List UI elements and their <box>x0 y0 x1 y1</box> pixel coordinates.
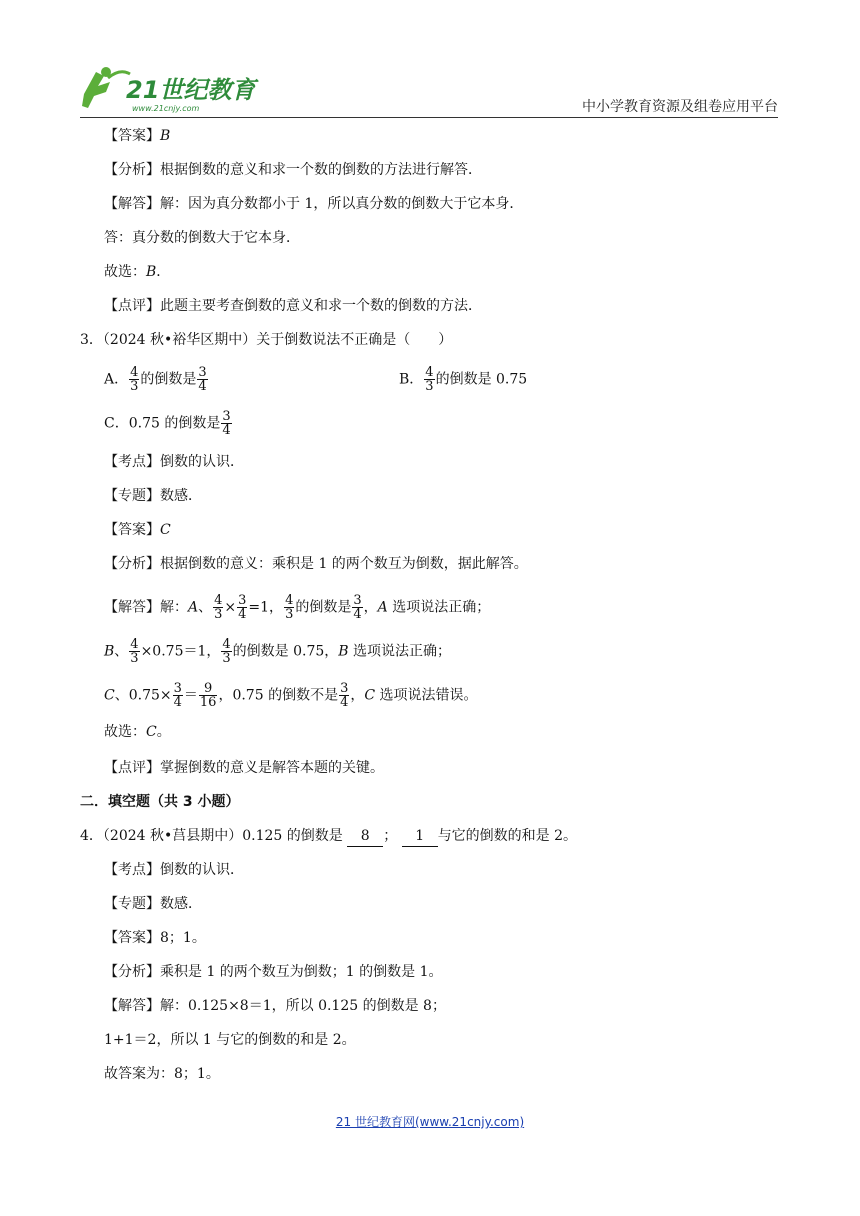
q3-solution-a: 【解答】解：A、 $\frac{4}{3}$ × $\frac{3}{4}$ =1， $\frac{4}{3}$ 的倒数是 $\frac{3}{4}$ ，A 选项说法正确； <box>104 593 491 622</box>
svg-text:21世纪教育: 21世纪教育 <box>126 76 256 104</box>
q4-final: 故答案为：8；1。 <box>104 1066 220 1082</box>
q3-option-a: A． $\frac{4}{3}$ 的倒数是 $\frac{3}{4}$ <box>104 365 207 394</box>
q3-stem: 3．（2024 秋•裕华区期中）关于倒数说法不正确是（ ） <box>80 332 453 348</box>
q3-solution-b: B、 $\frac{4}{3}$ ×0.75＝1， $\frac{4}{3}$ 的倒数是 0.75，B 选项说法正确； <box>104 637 452 666</box>
page-header <box>80 64 778 116</box>
q4-answer: 【答案】8；1。 <box>104 930 206 946</box>
q3-choose: 故选：C。 <box>104 724 171 740</box>
fraction: $\frac{3}{4}$ <box>198 365 207 394</box>
q3-zhuanti: 【专题】数感． <box>104 488 202 504</box>
q3-analysis: 【分析】根据倒数的意义：乘积是 1 的两个数互为倒数，据此解答。 <box>104 556 528 572</box>
fraction: $\frac{9}{16}$ <box>199 681 217 710</box>
fraction: $\frac{4}{3}$ <box>285 593 294 622</box>
q3-solution-c: C、0.75× $\frac{3}{4}$ ＝ $\frac{9}{16}$ ，0.75 的倒数不是 $\frac{3}{4}$ ，C 选项说法错误。 <box>104 681 478 710</box>
q2-analysis: 【分析】根据倒数的意义和求一个数的倒数的方法进行解答． <box>104 162 482 178</box>
q2-answer: 【答案】B <box>104 128 171 144</box>
section-title: 二．填空题（共 3 小题） <box>80 794 240 810</box>
answer-blank-1: 8 <box>347 826 383 847</box>
fraction: $\frac{4}{3}$ <box>425 365 434 394</box>
q2-comment: 【点评】此题主要考查倒数的意义和求一个数的倒数的方法． <box>104 298 482 314</box>
q3-comment: 【点评】掌握倒数的意义是解答本题的关键。 <box>104 760 384 776</box>
q2-choose: 故选：B． <box>104 264 171 280</box>
q4-zhuanti: 【专题】数感． <box>104 896 202 912</box>
fraction: $\frac{4}{3}$ <box>222 637 231 666</box>
platform-title: 中小学教育资源及组卷应用平台 <box>582 99 778 115</box>
fraction: $\frac{3}{4}$ <box>238 593 247 622</box>
q4-solution-2: 1+1＝2，所以 1 与它的倒数的和是 2。 <box>104 1032 356 1048</box>
fraction: $\frac{3}{4}$ <box>340 681 349 710</box>
q3-option-c: C．0.75 的倒数是 $\frac{3}{4}$ <box>104 409 231 438</box>
q2-solution: 【解答】解：因为真分数都小于 1，所以真分数的倒数大于它本身． <box>104 196 524 212</box>
q3-answer: 【答案】C <box>104 522 171 538</box>
q4-kaodian: 【考点】倒数的认识． <box>104 862 244 878</box>
fraction: $\frac{4}{3}$ <box>130 637 139 666</box>
fraction: $\frac{3}{4}$ <box>353 593 362 622</box>
answer-blank-2: 1 <box>402 826 438 847</box>
fraction: $\frac{3}{4}$ <box>173 681 182 710</box>
q3-option-b: B． $\frac{4}{3}$ 的倒数是 0.75 <box>399 365 528 394</box>
footer-link[interactable]: 21 世纪教育网(www.21cnjy.com) <box>335 1115 525 1129</box>
q3-kaodian: 【考点】倒数的认识． <box>104 454 244 470</box>
fraction: $\frac{3}{4}$ <box>222 409 231 438</box>
header-divider <box>80 117 778 118</box>
q2-answer-line: 答：真分数的倒数大于它本身． <box>104 230 300 246</box>
svg-text:www.21cnjy.com: www.21cnjy.com <box>132 104 200 113</box>
21cnjy-logo <box>80 64 260 116</box>
fraction: $\frac{4}{3}$ <box>214 593 223 622</box>
q4-analysis: 【分析】乘积是 1 的两个数互为倒数；1 的倒数是 1。 <box>104 964 443 980</box>
q4-stem: 4．（2024 秋•莒县期中）0.125 的倒数是 8 ； 1 与它的倒数的和是 2。 <box>80 826 577 847</box>
q4-solution: 【解答】解：0.125×8＝1，所以 0.125 的倒数是 8； <box>104 998 446 1014</box>
fraction: $\frac{4}{3}$ <box>130 365 139 394</box>
